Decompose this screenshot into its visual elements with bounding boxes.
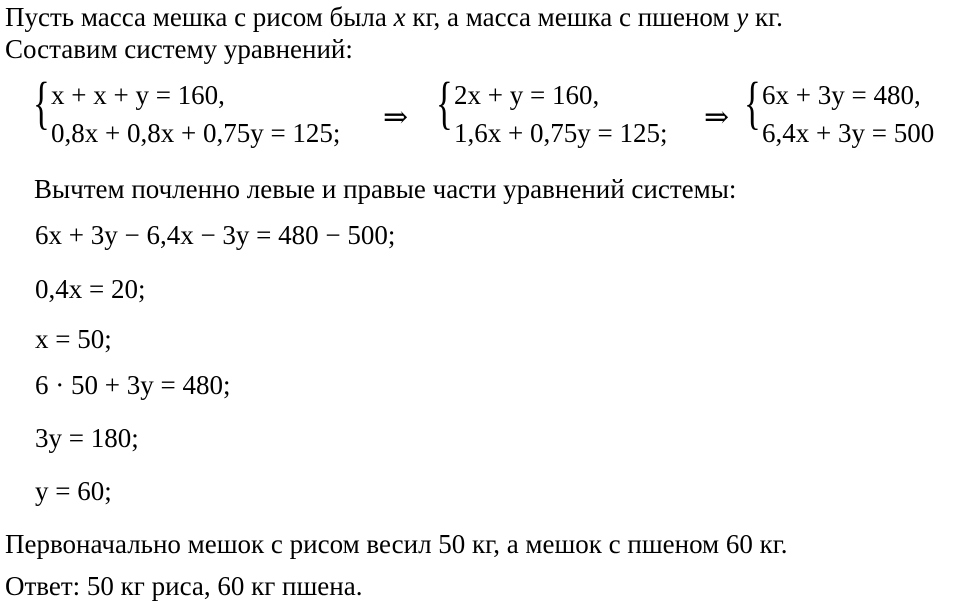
intro-line-1: [5, 4, 783, 31]
system-2-eq-1: 2x + y = 160,: [454, 80, 600, 110]
step-6: y = 60;: [35, 476, 112, 506]
intro-text-prefix: Пусть масса мешка с рисом была: [5, 2, 394, 32]
step-5: 3y = 180;: [35, 423, 139, 453]
answer: Ответ: 50 кг риса, 60 кг пшена.: [5, 571, 363, 601]
system-3-eq-1: 6x + 3y = 480,: [762, 80, 921, 110]
subtract-instruction: Вычтем почленно левые и правые части уравнений системы:: [34, 174, 737, 204]
intro-text-suffix: кг.: [748, 2, 783, 32]
step-1: 6x + 3y − 6,4x − 3y = 480 − 500;: [35, 220, 396, 250]
step-2: 0,4x = 20;: [35, 274, 146, 304]
intro-text-mid: кг, а масса мешка с пшеном: [405, 2, 737, 32]
intro-line-2: Составим систему уравнений:: [5, 34, 353, 64]
brace: {: [33, 70, 50, 135]
step-3: x = 50;: [35, 324, 112, 354]
system-2: [436, 70, 686, 154]
system-1: [33, 70, 373, 154]
variable-y: y: [736, 2, 749, 32]
system-3-eq-2: 6,4x + 3y = 500: [762, 118, 935, 148]
conclusion: Первоначально мешок с рисом весил 50 кг, а мешок с пшеном 60 кг.: [5, 529, 788, 559]
variable-x: x: [393, 2, 406, 32]
implies-arrow-1: ⇒: [383, 101, 409, 134]
system-3: [744, 70, 958, 154]
step-4: 6 · 50 + 3y = 480;: [35, 370, 231, 400]
brace: {: [744, 70, 761, 135]
system-1-eq-2: 0,8x + 0,8x + 0,75y = 125;: [51, 118, 341, 148]
implies-arrow-2: ⇒: [704, 101, 730, 134]
system-1-eq-1: x + x + y = 160,: [51, 80, 225, 110]
system-2-eq-2: 1,6x + 0,75y = 125;: [454, 118, 668, 148]
brace: {: [436, 70, 453, 135]
